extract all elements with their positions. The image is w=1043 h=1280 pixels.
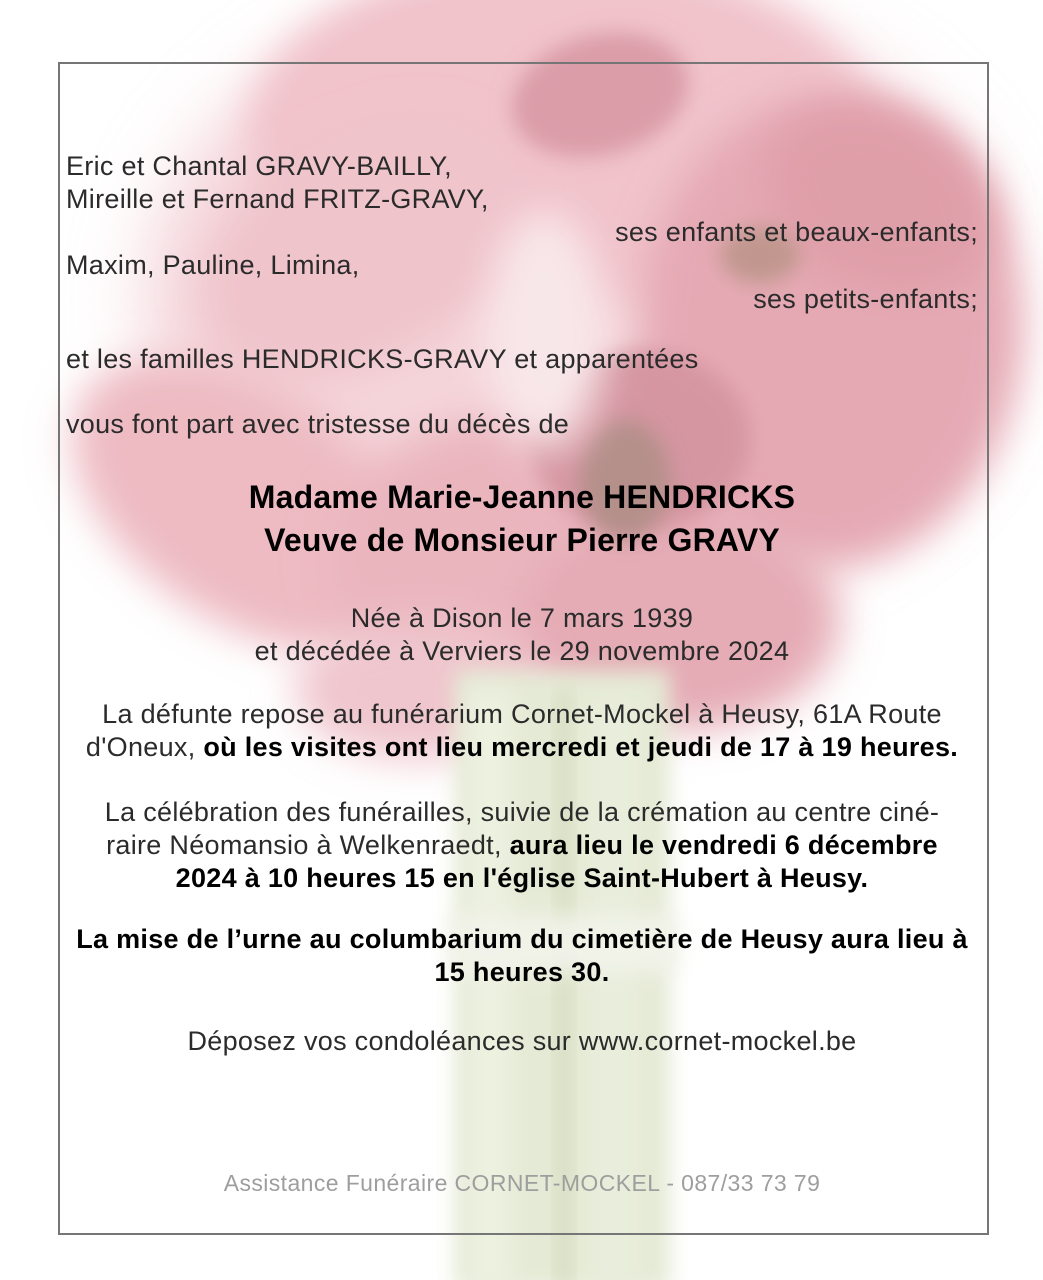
ceremony-date-bold: aura lieu le vendredi 6 décembre: [509, 830, 938, 860]
ceremony-line-1: La célébration des funérailles, suivie de la crémation au centre ciné-: [104, 797, 940, 827]
funeral-home-contact: Assistance Funéraire CORNET-MOCKEL - 087/33 73 79: [223, 1170, 821, 1196]
announcement-line: vous font part avec tristesse du décès de: [66, 409, 570, 439]
children-relation-label: ses enfants et beaux-enfants;: [615, 217, 978, 247]
related-families-line: et les familles HENDRICKS-GRAVY et apparentées: [66, 344, 699, 374]
ceremony-line-2-normal: raire Néomansio à Welkenraedt,: [106, 830, 510, 860]
repose-line-2-normal: d'Oneux,: [85, 732, 204, 762]
repose-visits-bold: où les visites ont lieu mercredi et jeudi de 17 à 19 heures.: [203, 732, 959, 762]
grandchildren-relation-label: ses petits-enfants;: [753, 284, 978, 314]
children-names-line-2: Mireille et Fernand FRITZ-GRAVY,: [66, 184, 489, 214]
urn-line-2: 15 heures 30.: [434, 957, 610, 987]
ceremony-line-3: 2024 à 10 heures 15 en l'église Saint-Hubert à Heusy.: [175, 863, 869, 893]
birth-date-line: Née à Dison le 7 mars 1939: [350, 603, 694, 633]
repose-line-1: La défunte repose au funérarium Cornet-Mockel à Heusy, 61A Route: [102, 699, 942, 729]
death-date-line: et décédée à Verviers le 29 novembre 2024: [254, 636, 790, 666]
children-names-line-1: Eric et Chantal GRAVY-BAILLY,: [66, 151, 452, 181]
ceremony-line-2: [66, 829, 978, 862]
repose-line-2: [66, 731, 978, 764]
urn-line-1: La mise de l’urne au columbarium du cimetière de Heusy aura lieu à: [76, 924, 968, 954]
deceased-name-heading: Madame Marie-Jeanne HENDRICKS: [248, 479, 796, 515]
grandchildren-names-line: Maxim, Pauline, Limina,: [66, 250, 360, 280]
deceased-widow-heading: Veuve de Monsieur Pierre GRAVY: [264, 522, 780, 558]
condolences-line: Déposez vos condoléances sur www.cornet-mockel.be: [187, 1026, 857, 1056]
